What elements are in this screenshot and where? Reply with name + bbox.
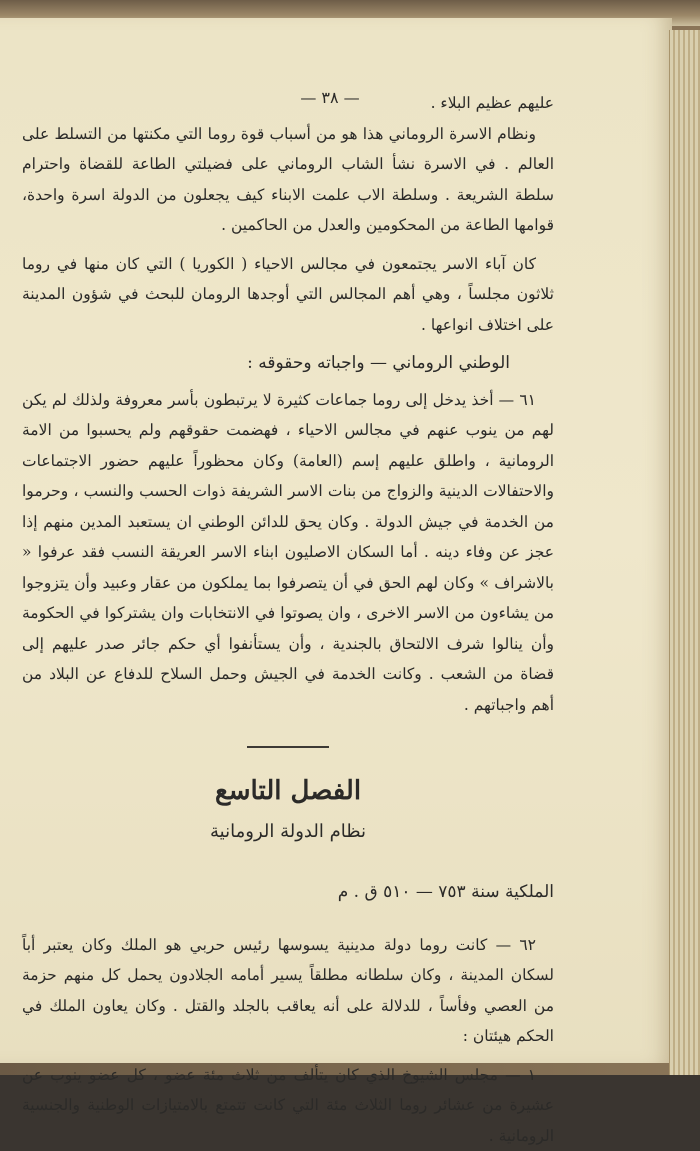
- paragraph: كان آباء الاسر يجتمعون في مجالس الاحياء ( الكوريا ) التي كان منها في روما ثلاثون مجلساً ، وهي أهم المجالس التي أوجدها الرومان للبحث في شؤون المدينة على اختلاف انواعها .: [22, 249, 554, 341]
- page-edges: [669, 30, 700, 1075]
- paragraph: ١ — مجلس الشيوخ الذي كان يتألف من ثلاث مئة عضو ، كل عضو ينوب عن عشيرة من عشائر روما الثلاث مئة التي كانت تتمتع بالامتيازات الوطنية والجنسية الرومانية .: [22, 1060, 554, 1151]
- page-number: — ٣٨ —: [240, 88, 420, 107]
- paragraph: ونظام الاسرة الروماني هذا هو من أسباب قوة روما التي مكنتها من التسلط على العالم . في الاسرة نشأ الشاب الروماني على فضيلتي الطاعة للقضاة واحترام سلطة الشريعة . وسلطة الاب علمت الابناء كيف يجعلون من الدولة اسرة واحدة، قوامها الطاعة من المحكومين والعدل من الحاكمين .: [22, 119, 554, 241]
- section-divider: [247, 746, 329, 748]
- paragraph: ٦١ — أخذ يدخل إلى روما جماعات كثيرة لا يرتبطون بأسر معروفة ولذلك لم يكن لهم من ينوب عنهم في مجالس الاحياء ، فهضمت حقوقهم ولم يحسبوا من الامة الرومانية ، واطلق عليهم إسم (العامة) وكان محظوراً عليهم حضور الاجتماعات والاحتفالات الدينية والزواج من بنات الاسر الشريفة ذوات الحسب والنسب ، وحرموا من الخدمة في جيش الدولة . وكان يحق للدائن الوطني ان يستعبد المدين منهم إذا عجز عن وفاء دينه . أما السكان الاصليون ابناء الاسر العريقة النسب فقد عرفوا « بالاشراف » وكان لهم الحق في أن يتصرفوا بما يملكون من عقار وعبيد وأن يتزوجوا من يشاءون من الاسر الاخرى ، وان يصوتوا في الانتخابات وان يشتركوا في الحكومة وأن ينالوا شرف الالتحاق بالجندية ، وأن يستأنفوا أي حكم جائر صدر عليهم إلى قضاة من الشعب . وكانت الخدمة في الجيش وحمل السلاح للدفاع عن البلاد من أهم واجباتهم .: [22, 385, 554, 721]
- page-body: [22, 88, 554, 1151]
- section-heading: الوطني الروماني — واجباته وحقوقه :: [22, 348, 554, 379]
- chapter-subtitle: نظام الدولة الرومانية: [22, 817, 554, 848]
- paragraph: عليهم عظيم البلاء .: [22, 88, 554, 119]
- chapter-title: الفصل التاسع: [22, 776, 554, 807]
- page-sheet: [0, 18, 672, 1063]
- paragraph: ٦٢ — كانت روما دولة مدينية يسوسها رئيس حربي هو الملك وكان يعتبر أباً لسكان المدينة ، وكان سلطانه مطلقاً يسير أمامه الجلادون يحمل كل منهم حزمة من العصي وفأساً ، للدلالة على أنه يعاقب بالجلد والقتل . وكان يعاون الملك في الحكم هيئتان :: [22, 930, 554, 1052]
- era-heading: الملكية سنة ٧٥٣ — ٥١٠ ق . م: [22, 877, 554, 908]
